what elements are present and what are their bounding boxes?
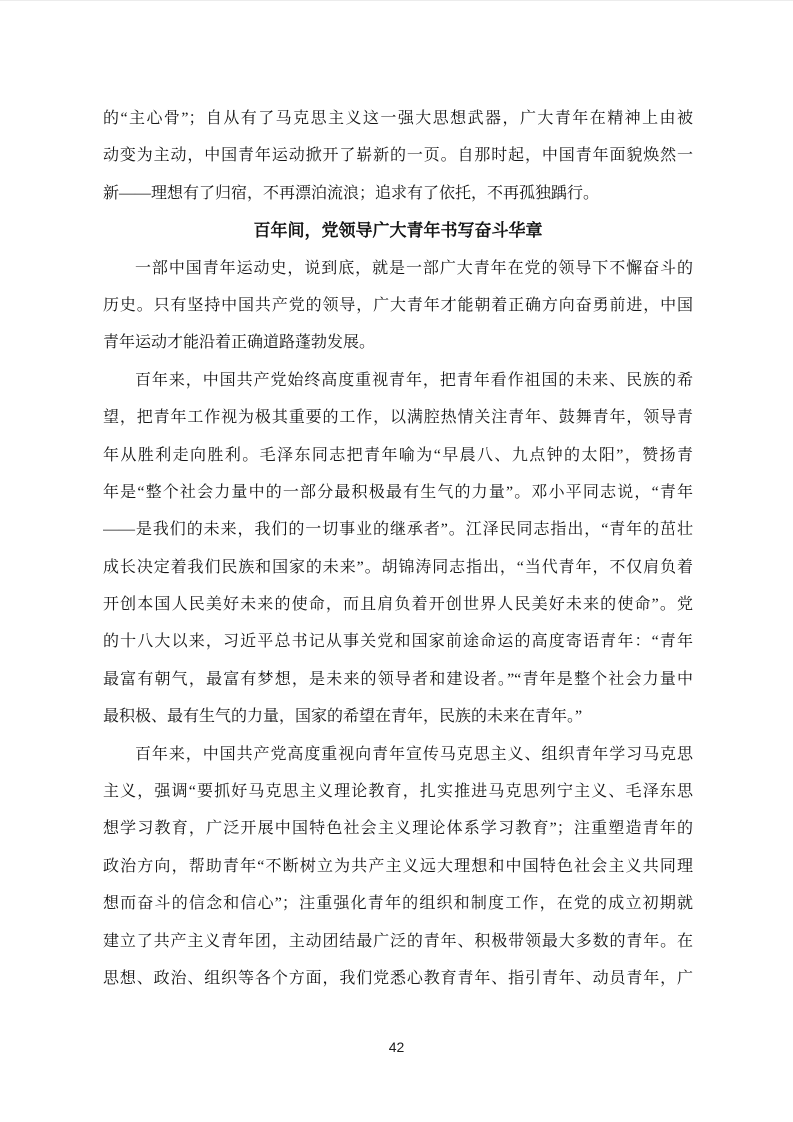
text-line: 百年来，中国共产党高度重视向青年宣传马克思主义、组织青年学习马克思 <box>135 745 693 763</box>
text-line: 成长决定着我们民族和国家的未来”。胡锦涛同志指出，“当代青年，不仅肩负着 <box>103 558 693 576</box>
section-heading: 百年间，党领导广大青年书写奋斗华章 <box>253 221 543 241</box>
text-line: 的“主心骨”；自从有了马克思主义这一强大思想武器，广大青年在精神上由被 <box>103 110 693 127</box>
page-number: 42 <box>388 1039 405 1055</box>
document-body <box>103 100 693 997</box>
text-line: 想而奋斗的信念和信心”；注重强化青年的组织和制度工作，在党的成立初期就 <box>103 895 693 913</box>
text-line: 年是“整个社会力量中的一部分最积极最有生气的力量”。邓小平同志说，“青年 <box>103 483 693 501</box>
text-line: 百年来，中国共产党始终高度重视青年，把青年看作祖国的未来、民族的希 <box>135 371 693 389</box>
text-line: 的十八大以来，习近平总书记从事关党和国家前途命运的高度寄语青年：“青年 <box>103 633 693 651</box>
text-line: 思想、政治、组织等各个方面，我们党悉心教育青年、指引青年、动员青年，广 <box>103 969 693 987</box>
text-line: 新——理想有了归宿，不再漂泊流浪；追求有了依托，不再孤独踽行。 <box>103 184 600 202</box>
text-line: 望，把青年工作视为极其重要的工作，以满腔热情关注青年、鼓舞青年，领导青 <box>103 409 693 427</box>
text-line: 政治方向，帮助青年“不断树立为共产主义远大理想和中国特色社会主义共同理 <box>103 857 693 875</box>
text-line: 历史。只有坚持中国共产党的领导，广大青年才能朝着正确方向奋勇前进，中国 <box>103 296 693 314</box>
text-line: 想学习教育，广泛开展中国特色社会主义理论体系学习教育”；注重塑造青年的 <box>103 820 693 838</box>
text-line: ——是我们的未来，我们的一切事业的继承者”。江泽民同志指出，“青年的茁壮 <box>103 521 693 539</box>
text-line: 年从胜利走向胜利。毛泽东同志把青年喻为“早晨八、九点钟的太阳”，赞扬青 <box>103 446 693 464</box>
text-line: 开创本国人民美好未来的使命，而且肩负着开创世界人民美好未来的使命”。党 <box>103 596 693 614</box>
text-line: 最富有朝气，最富有梦想，是未来的领导者和建设者。”“青年是整个社会力量中 <box>103 670 693 688</box>
text-line: 主义，强调“要抓好马克思主义理论教育，扎实推进马克思列宁主义、毛泽东思 <box>103 783 693 801</box>
text-line: 建立了共产主义青年团，主动团结最广泛的青年、积极带领最大多数的青年。在 <box>103 932 693 950</box>
text-line: 青年运动才能沿着正确道路蓬勃发展。 <box>103 334 376 352</box>
text-line: 动变为主动，中国青年运动掀开了崭新的一页。自那时起，中国青年面貌焕然一 <box>103 147 693 165</box>
text-line: 最积极、最有生气的力量，国家的希望在青年，民族的未来在青年。” <box>103 708 583 726</box>
text-line: 一部中国青年运动史，说到底，就是一部广大青年在党的领导下不懈奋斗的 <box>135 259 693 277</box>
